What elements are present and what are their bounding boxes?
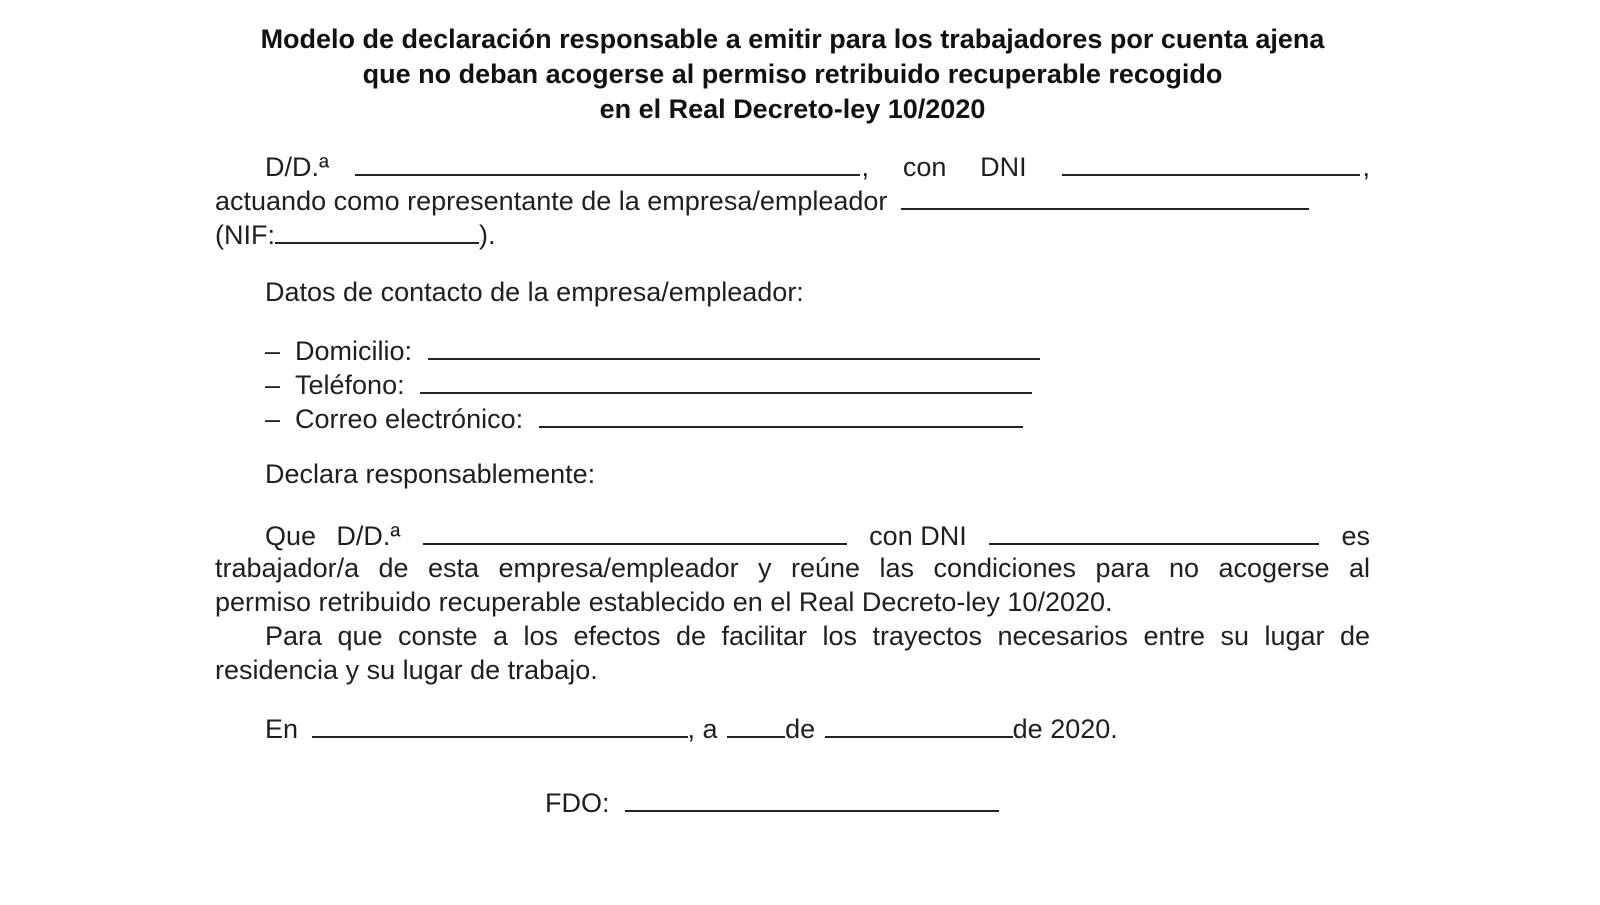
fdo-label: FDO: bbox=[545, 788, 610, 818]
representative-dni-field[interactable] bbox=[1062, 148, 1360, 176]
domicilio-field[interactable] bbox=[428, 332, 1040, 360]
nif-line: (NIF: ). bbox=[215, 216, 1370, 253]
place-date-line: En , a de de 2020. bbox=[215, 710, 1370, 747]
nif-label: (NIF: bbox=[215, 220, 275, 250]
declaration-line-5: residencia y su lugar de trabajo. bbox=[215, 655, 598, 685]
declaration-line-3: permiso retribuido recuperable establecido en el Real Decreto-ley 10/2020. bbox=[215, 587, 1113, 617]
representative-name-field[interactable] bbox=[355, 148, 860, 176]
telefono-field[interactable] bbox=[420, 366, 1032, 394]
document-title bbox=[215, 22, 1370, 127]
nif-field[interactable] bbox=[275, 216, 479, 244]
declaration-heading: Declara responsablemente: bbox=[265, 459, 596, 489]
telefono-label: Teléfono: bbox=[295, 370, 405, 400]
worker-name-field[interactable] bbox=[423, 517, 847, 545]
acting-text: actuando como representante de la empresa/empleador bbox=[215, 186, 888, 216]
dd-label: D/D.ª bbox=[265, 152, 329, 182]
correo-line: – Correo electrónico: bbox=[215, 400, 1370, 437]
signature-field[interactable] bbox=[625, 784, 999, 812]
declaration-line-4: Para que conste a los efectos de facilitar los trayectos necesarios entre su lugar de bbox=[265, 621, 1370, 651]
company-line bbox=[215, 182, 1370, 219]
title-line-1: Modelo de declaración responsable a emitir para los trabajadores por cuenta ajena bbox=[260, 24, 1325, 54]
domicilio-line: – Domicilio: bbox=[215, 332, 1370, 369]
month-field[interactable] bbox=[825, 710, 1013, 738]
telefono-line: – Teléfono: bbox=[215, 366, 1370, 403]
contact-heading: Datos de contacto de la empresa/empleador: bbox=[265, 277, 804, 307]
con-label: con bbox=[902, 152, 947, 182]
domicilio-label: Domicilio: bbox=[295, 336, 413, 366]
correo-label: Correo electrónico: bbox=[295, 404, 524, 434]
declaration-line-2: trabajador/a de esta empresa/empleador y reúne las condiciones para no acogerse al bbox=[215, 553, 1370, 583]
company-name-field[interactable] bbox=[901, 182, 1309, 210]
worker-dni-field[interactable] bbox=[989, 517, 1319, 545]
worker-line: Que D/D.ª con DNI es bbox=[215, 517, 1370, 554]
dni-label: DNI bbox=[980, 152, 1027, 182]
title-line-2: que no deban acogerse al permiso retribuido recuperable recogido bbox=[362, 59, 1223, 89]
day-field[interactable] bbox=[727, 710, 785, 738]
place-field[interactable] bbox=[312, 710, 688, 738]
correo-field[interactable] bbox=[539, 400, 1023, 428]
signature-line bbox=[545, 784, 1145, 821]
representative-name-line: D/D.ª , con DNI , bbox=[215, 148, 1370, 185]
title-line-3: en el Real Decreto-ley 10/2020 bbox=[599, 94, 986, 124]
